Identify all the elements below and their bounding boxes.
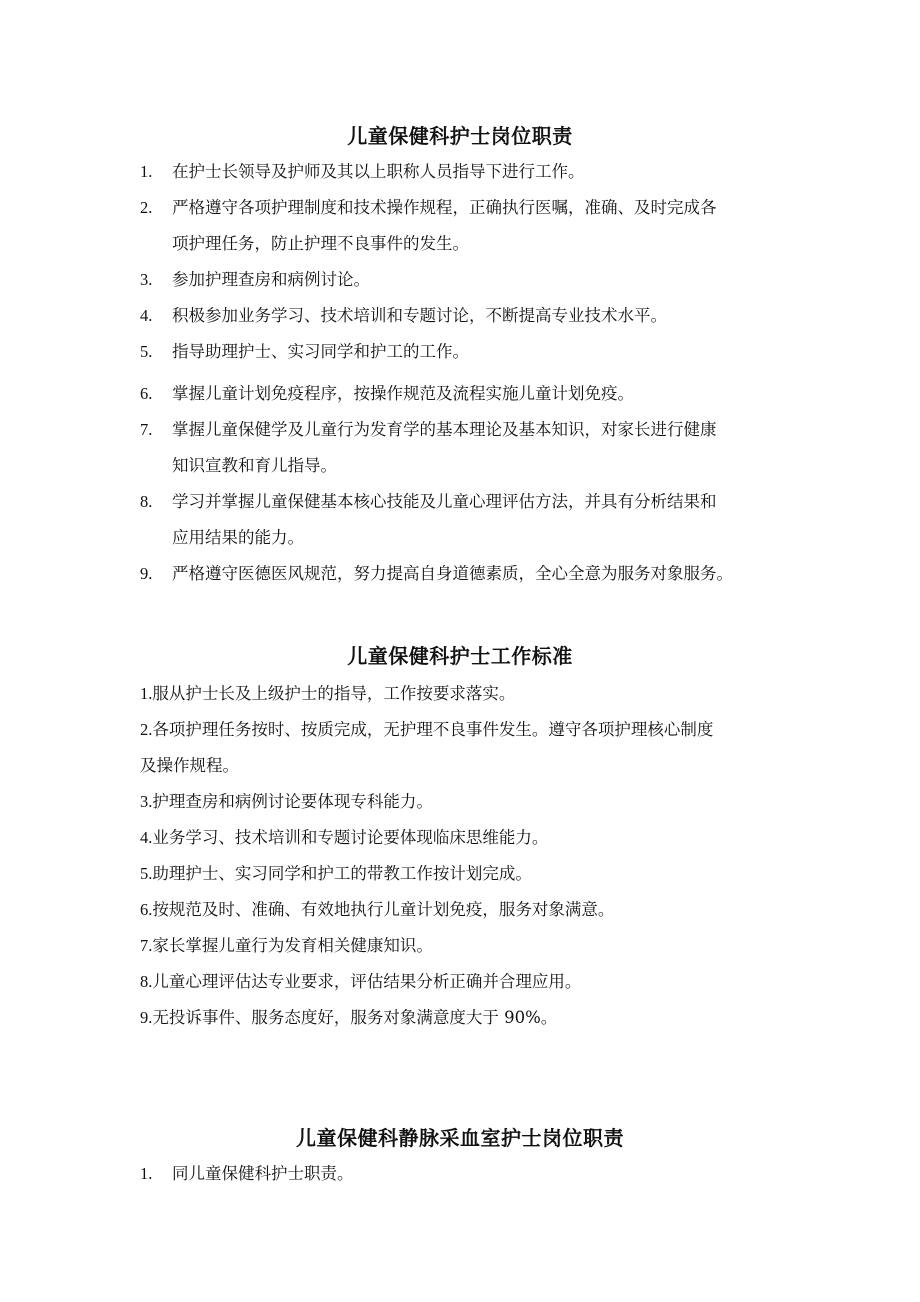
- section2-item-4: [140, 820, 548, 856]
- item-text: 参加护理查房和病例讨论。: [172, 270, 370, 289]
- item-text: 业务学习、技术培训和专题讨论要体现临床思维能力。: [152, 828, 549, 847]
- item-number: 2.: [140, 198, 153, 217]
- section2-title: 儿童保健科护士工作标准: [347, 644, 573, 668]
- item-text: 护理查房和病例讨论要体现专科能力。: [152, 792, 433, 811]
- item-text: 学习并掌握儿童保健基本核心技能及儿童心理评估方法，并具有分析结果和: [172, 492, 717, 511]
- item-text: 儿童心理评估达专业要求，评估结果分析正确并合理应用。: [152, 972, 582, 991]
- item-number: 4.: [140, 828, 153, 847]
- section2-item-8: [140, 964, 581, 1000]
- item-number: 7.: [140, 936, 153, 955]
- section2-item-2: [140, 712, 713, 748]
- section1-item-8-cont: 应用结果的能力。: [172, 528, 304, 547]
- item-text: 掌握儿童保健学及儿童行为发育学的基本理论及基本知识，对家长进行健康: [172, 420, 717, 439]
- item-number: 6.: [140, 384, 153, 403]
- item-number: 1.: [140, 162, 153, 181]
- item-number: 5.: [140, 342, 153, 361]
- item-text: 严格遵守各项护理制度和技术操作规程，正确执行医嘱，准确、及时完成各: [172, 198, 717, 217]
- section2-item-6: [140, 892, 614, 928]
- section2-item-5: [140, 856, 532, 892]
- section1-title: 儿童保健科护士岗位职责: [347, 124, 573, 148]
- item-number: 8.: [140, 492, 153, 511]
- item-number: 3.: [140, 792, 153, 811]
- item-number: 1.: [140, 1164, 153, 1183]
- section2-item-3: [140, 784, 433, 820]
- section1-item-7-cont: 知识宣教和育儿指导。: [172, 456, 337, 475]
- item-number: 7.: [140, 420, 153, 439]
- item-number: 2.: [140, 720, 153, 739]
- item-number: 8.: [140, 972, 153, 991]
- item-text: 服从护士长及上级护士的指导，工作按要求落实。: [152, 684, 516, 703]
- item-number: 1.: [140, 684, 153, 703]
- item-number: 6.: [140, 900, 153, 919]
- item-number: 3.: [140, 270, 153, 289]
- section2-item-1: [140, 676, 515, 712]
- item-text: 同儿童保健科护士职责。: [172, 1164, 354, 1183]
- section3-title: 儿童保健科静脉采血室护士岗位职责: [296, 1126, 624, 1150]
- section2-item-9: [140, 1000, 557, 1036]
- item-text: 积极参加业务学习、技术培训和专题讨论，不断提高专业技术水平。: [172, 306, 667, 325]
- item-text: 掌握儿童计划免疫程序，按操作规范及流程实施儿童计划免疫。: [172, 384, 634, 403]
- item-number: 5.: [140, 864, 153, 883]
- item-text: 无投诉事件、服务态度好，服务对象满意度大于 90%。: [152, 1008, 558, 1027]
- section2-item-7: [140, 928, 433, 964]
- item-text: 家长掌握儿童行为发育相关健康知识。: [152, 936, 433, 955]
- item-text: 指导助理护士、实习同学和护工的工作。: [172, 342, 469, 361]
- item-text: 助理护士、实习同学和护工的带教工作按计划完成。: [152, 864, 532, 883]
- item-text: 在护士长领导及护师及其以上职称人员指导下进行工作。: [172, 162, 585, 181]
- item-text: 严格遵守医德医风规范，努力提高自身道德素质，全心全意为服务对象服务。: [172, 564, 733, 583]
- section2-item-2-cont: 及操作规程。: [140, 756, 239, 775]
- item-text: 各项护理任务按时、按质完成，无护理不良事件发生。遵守各项护理核心制度: [152, 720, 714, 739]
- item-number: 4.: [140, 306, 153, 325]
- section1-item-2-cont: 项护理任务，防止护理不良事件的发生。: [172, 234, 469, 253]
- item-text: 按规范及时、准确、有效地执行儿童计划免疫，服务对象满意。: [152, 900, 615, 919]
- item-number: 9.: [140, 1008, 153, 1027]
- item-number: 9.: [140, 564, 153, 583]
